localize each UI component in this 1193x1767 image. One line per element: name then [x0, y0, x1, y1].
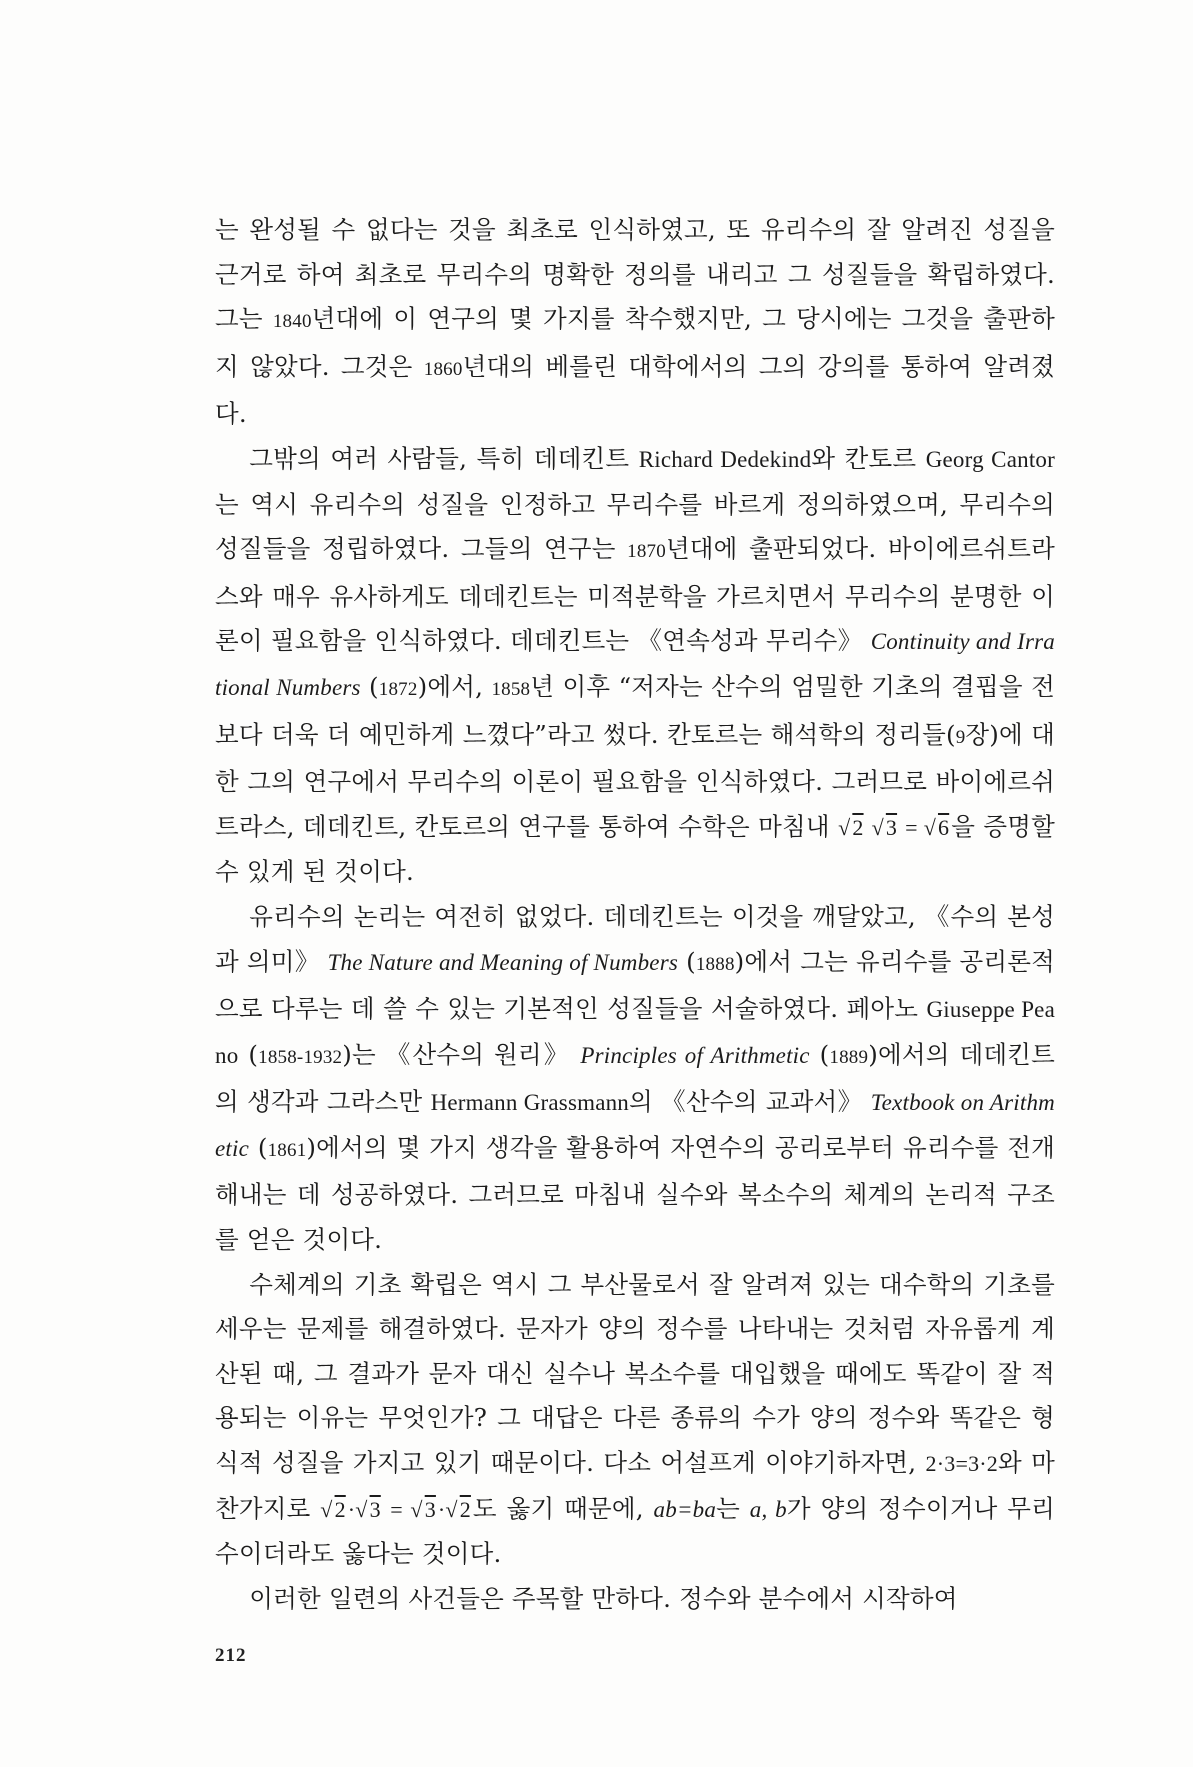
radicand: 3 — [424, 1496, 436, 1522]
person-name: Hermann Grassmann — [430, 1090, 630, 1116]
text-run: 도 옳기 때문에, — [472, 1493, 654, 1523]
text-run: 는 완성될 수 없다는 것을 최초로 인식하였고, 또 유리수의 잘 알려진 성질을 근거로 하여 최초로 무리수의 명확한 정의를 내리고 그 성질들을 확립하였다. 그는 — [215, 215, 1055, 334]
text-run: 을 증명할 수 있게 된 것이다. — [215, 811, 1055, 887]
text-run: 는 역시 유리수의 성질을 인정하고 무리수를 바르게 정의하였으며, 무리수의 성질들을 정립하였다. 그들의 연구는 — [215, 489, 1055, 564]
book-title: Principles of Arithmetic — [580, 1042, 810, 1068]
math-expression: a, b — [749, 1496, 787, 1522]
radicand: 2 — [852, 814, 864, 840]
text-run: )에서, — [417, 671, 492, 701]
text-run: ( — [809, 1039, 830, 1069]
math-expression: 2·3=3·2 — [925, 1451, 998, 1477]
text-run: 와 칸토르 — [811, 443, 926, 473]
text-run: 년 이후 “저자는 산수의 엄밀한 기초의 결핍을 전보다 더욱 더 예민하게 느꼈다”라고 썼다. 칸토르는 해석학의 정리들( — [215, 671, 1055, 749]
year: 1861 — [267, 1139, 307, 1161]
year-range: 1858-1932 — [258, 1046, 343, 1068]
radicand: 6 — [937, 814, 950, 840]
year: 1888 — [695, 953, 735, 975]
sqrt-formula: √2·√3 = √3·√2 — [320, 1496, 471, 1522]
year: 1872 — [378, 678, 418, 700]
text-run: 그밖의 여러 사람들, 특히 데데킨트 — [249, 443, 639, 473]
paragraph-5 — [215, 1577, 1055, 1622]
year: 1870 — [627, 541, 666, 563]
radicand: 2 — [459, 1496, 471, 1522]
text-run: 장)에 대한 그의 연구에서 무리수의 이론이 필요함을 인식하였다. 그러므로 바이에르쉬트라스, 데데킨트, 칸토르의 연구를 통하여 수학은 마침내 — [215, 719, 1055, 841]
year: 1840 — [272, 311, 312, 333]
text-run: 년대에 출판되었다. 바이에르쉬트라스와 매우 유사하게도 데데킨트는 미적분학을 가르치면서 무리수의 분명한 이론이 필요함을 인식하였다. 데데킨트는 《연속성과 무리수》 — [215, 534, 1055, 656]
text-run: ( — [360, 671, 379, 701]
year: 1858 — [491, 678, 531, 700]
radicand: 2 — [334, 1496, 346, 1522]
text-run: 는 — [716, 1493, 750, 1523]
text-run: 수체계의 기초 확립은 역시 그 부산물로서 잘 알려져 있는 대수학의 기초를 세우는 문제를 해결하였다. 문자가 양의 정수를 나타내는 것처럼 자유롭게 계산된 때, 그 결과가 문자 대신 실수나 복소수를 대입했을 때에도 똑같이 잘 적용되는 이유는 무엇인가? 그 대답은 다른 종류의 수가 양의 정수와 똑같은 형식적 성질을 가지고 있기 때문이다. 다소 어설프게 이야기하자면, — [215, 1269, 1055, 1478]
text-run: 와 마찬가지로 — [215, 1448, 1055, 1523]
person-name: Giuseppe Peano — [215, 997, 1056, 1068]
text-run: ( — [678, 946, 696, 976]
person-name: Georg Cantor — [925, 446, 1055, 472]
text-run: )에서 그는 유리수를 공리론적으로 다루는 데 쓸 수 있는 기본적인 성질들을 서술하였다. 페아노 — [215, 946, 1055, 1024]
text-run: ( — [238, 1039, 259, 1069]
book-title: Textbook on Arithmetic — [215, 1090, 1055, 1161]
body-text — [215, 208, 1055, 1621]
text-run: )는 《산수의 원리》 — [342, 1039, 581, 1069]
sqrt-formula: √2 √3 = √6 — [838, 814, 950, 840]
year: 1860 — [423, 358, 463, 380]
paragraph-4 — [215, 1263, 1055, 1577]
text-run: )에서의 데데킨트의 생각과 그라스만 — [215, 1039, 1055, 1117]
text-run: 가 양의 정수이거나 무리수이더라도 옳다는 것이다. — [215, 1493, 1055, 1569]
page-number: 212 — [215, 1645, 247, 1666]
paragraph-1 — [215, 208, 1055, 437]
text-run: )에서의 몇 가지 생각을 활용하여 자연수의 공리로부터 유리수를 전개해내는 데 성공하였다. 그러므로 마침내 실수와 복소수의 체계의 논리적 구조를 얻은 것이다. — [215, 1132, 1056, 1255]
radicand: 3 — [885, 814, 898, 840]
chapter-number: 9 — [955, 726, 966, 748]
paragraph-2 — [215, 437, 1055, 895]
year: 1889 — [829, 1046, 869, 1068]
text-run: 의 《산수의 교과서》 — [629, 1087, 871, 1117]
text-run: 이러한 일련의 사건들은 주목할 만하다. 정수와 분수에서 시작하여 — [249, 1583, 958, 1613]
text-run: 유리수의 논리는 여전히 없었다. 데데킨트는 이것을 깨달았고, 《수의 본성과 의미》 — [215, 901, 1055, 976]
text-run: 년대에 이 연구의 몇 가지를 착수했지만, 그 당시에는 그것을 출판하지 않았다. 그것은 — [215, 304, 1055, 381]
math-expression: ab=ba — [653, 1496, 717, 1522]
book-title: Continuity and Irrational Numbers — [215, 629, 1055, 700]
book-title: The Nature and Meaning of Numbers — [327, 949, 679, 975]
text-run: ( — [249, 1132, 268, 1162]
radicand: 3 — [369, 1496, 381, 1522]
text-run: 년대의 베를린 대학에서의 그의 강의를 통하여 알려졌다. — [215, 351, 1055, 429]
person-name: Richard Dedekind — [638, 446, 812, 472]
paragraph-3 — [215, 895, 1055, 1263]
